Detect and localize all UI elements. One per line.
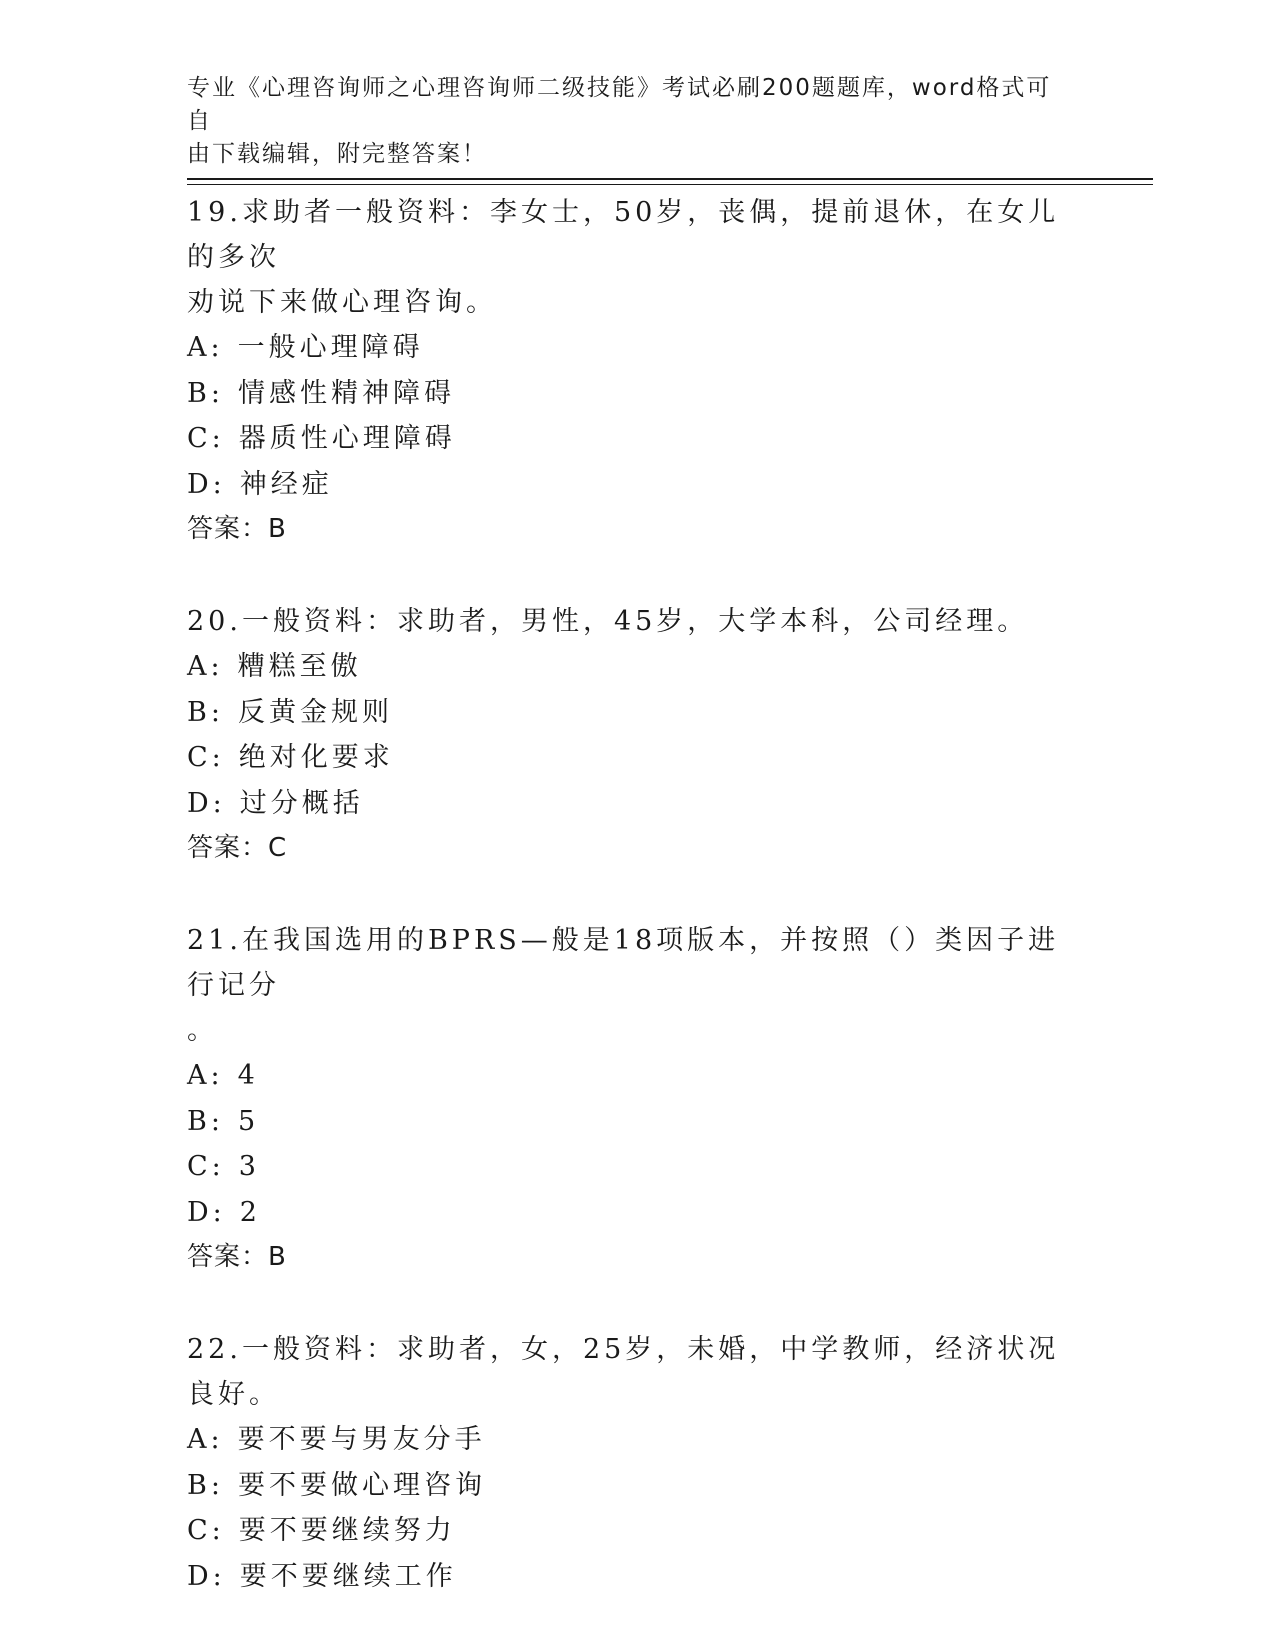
question-20-option-a	[187, 644, 1087, 690]
option-key: D:	[187, 787, 226, 819]
option-text: 要不要继续努力	[238, 1515, 456, 1546]
option-key: B:	[187, 377, 224, 409]
question-21-option-c	[187, 1144, 1087, 1190]
option-text: 一般心理障碍	[237, 332, 424, 363]
option-text: 3	[238, 1151, 260, 1182]
option-text: 神经症	[239, 468, 333, 500]
option-text: 器质性心理障碍	[238, 423, 456, 454]
option-text: 2	[239, 1196, 261, 1228]
question-22-option-a	[187, 1417, 1087, 1463]
option-text: 要不要做心理咨询	[237, 1469, 486, 1501]
question-21-text-line-1: 21.在我国选用的BPRS—般是18项版本，并按照（）类因子进行记分	[187, 925, 1060, 1001]
option-text: 要不要与男友分手	[237, 1424, 486, 1455]
header-divider-thick	[187, 178, 1153, 180]
question-21-option-d	[187, 1190, 1087, 1236]
option-key: C:	[187, 423, 225, 454]
option-key: C:	[187, 1515, 225, 1546]
question-22-text-line-1: 22.一般资料：求助者，女，25岁，未婚，中学教师，经济状况良好。	[187, 1334, 1060, 1410]
question-19-option-a	[187, 325, 1087, 371]
header-divider-thin	[187, 184, 1153, 185]
question-19-option-d	[187, 462, 1087, 508]
header-line-1: 专业《心理咨询师之心理咨询师二级技能》考试必刷200题题库，word格式可自	[187, 75, 1052, 134]
option-text: 要不要继续工作	[239, 1560, 457, 1592]
option-key: B:	[187, 696, 224, 728]
option-key: C:	[187, 742, 225, 773]
option-text: 过分概括	[239, 787, 364, 819]
question-21-option-b	[187, 1099, 1087, 1145]
option-key: B:	[187, 1105, 224, 1137]
option-key: D:	[187, 1560, 226, 1592]
question-19-option-c	[187, 416, 1087, 462]
question-list	[187, 190, 1087, 1646]
option-key: A:	[187, 651, 224, 682]
question-21-text-line-2: 。	[187, 1015, 218, 1046]
question-22-option-d	[187, 1554, 1087, 1600]
option-key: B:	[187, 1469, 224, 1501]
question-21	[187, 918, 1087, 1280]
question-22-option-c	[187, 1508, 1087, 1554]
question-22-option-b	[187, 1463, 1087, 1509]
option-key: A:	[187, 1060, 224, 1091]
option-key: D:	[187, 1196, 226, 1228]
header-line-2: 由下载编辑，附完整答案！	[187, 141, 487, 167]
question-20-answer: 答案：C	[187, 833, 288, 863]
option-text: 4	[237, 1060, 259, 1091]
question-20	[187, 599, 1087, 871]
document-header	[187, 72, 1067, 171]
option-text: 反黄金规则	[237, 696, 393, 728]
question-19-text-line-2: 劝说下来做心理咨询。	[187, 287, 497, 318]
question-22	[187, 1327, 1087, 1599]
question-19-option-b	[187, 371, 1087, 417]
question-20-option-d	[187, 781, 1087, 827]
question-20-text-line-1: 20.一般资料：求助者，男性，45岁，大学本科，公司经理。	[187, 606, 1029, 637]
question-20-option-b	[187, 690, 1087, 736]
option-text: 糟糕至傲	[237, 651, 362, 682]
option-text: 5	[237, 1105, 260, 1137]
question-19-answer: 答案：B	[187, 514, 287, 544]
question-21-answer: 答案：B	[187, 1242, 287, 1272]
question-20-option-c	[187, 735, 1087, 781]
option-key: A:	[187, 332, 224, 363]
option-key: C:	[187, 1151, 225, 1182]
option-text: 情感性精神障碍	[237, 377, 455, 409]
question-19-text-line-1: 19.求助者一般资料：李女士，50岁，丧偶，提前退休，在女儿的多次	[187, 197, 1060, 273]
question-21-option-a	[187, 1053, 1087, 1099]
question-19	[187, 190, 1087, 552]
option-key: A:	[187, 1424, 224, 1455]
option-key: D:	[187, 468, 226, 500]
option-text: 绝对化要求	[238, 742, 394, 773]
